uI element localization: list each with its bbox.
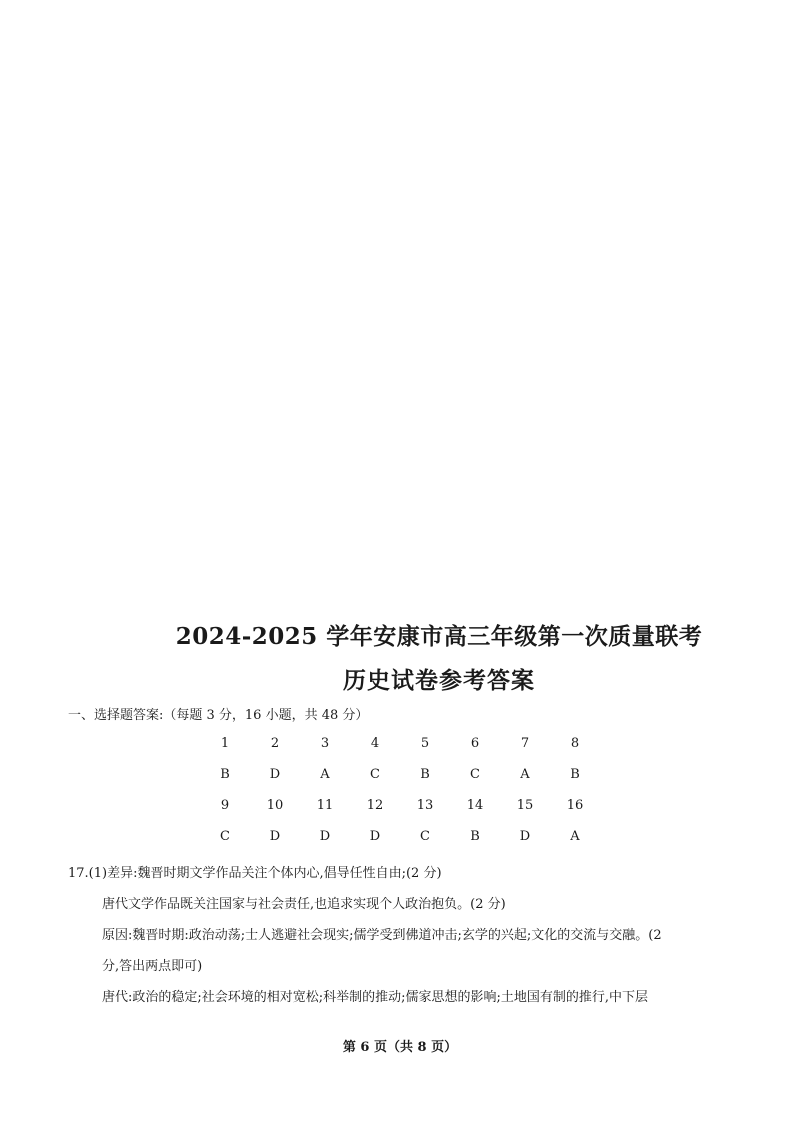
question-number: 4 <box>370 736 380 751</box>
question-number: 16 <box>566 798 584 813</box>
answer-letter: D <box>269 767 281 782</box>
answer-letter: A <box>520 767 530 782</box>
answer-letter: D <box>369 829 381 844</box>
answer-letter: C <box>420 829 430 844</box>
question-number: 5 <box>420 736 430 751</box>
answer-letter: B <box>220 767 230 782</box>
question-number: 7 <box>520 736 530 751</box>
question-number: 14 <box>466 798 484 813</box>
question-number: 12 <box>366 798 384 813</box>
question-number: 1 <box>220 736 230 751</box>
section-heading-multiple-choice: 一、选择题答案:（每题 3 分，16 小题，共 48 分） <box>68 708 369 723</box>
question-number: 3 <box>320 736 330 751</box>
answer-letter: C <box>470 767 480 782</box>
answer-letter: B <box>420 767 430 782</box>
question-number: 15 <box>516 798 534 813</box>
answer-letter: B <box>570 767 580 782</box>
question-number: 6 <box>470 736 480 751</box>
question-number: 11 <box>316 798 334 813</box>
answer-letter: D <box>519 829 531 844</box>
answer-line: 17.(1)差异:魏晋时期文学作品关注个体内心,倡导任性自由;(2 分) <box>68 866 442 881</box>
question-number: 13 <box>416 798 434 813</box>
answer-line: 分,答出两点即可) <box>102 959 203 974</box>
document-subtitle: 历史试卷参考答案 <box>343 667 535 694</box>
question-number: 9 <box>220 798 230 813</box>
answer-letter: A <box>570 829 580 844</box>
question-number: 8 <box>570 736 580 751</box>
document-title: 2024-2025 学年安康市高三年级第一次质量联考 <box>175 623 703 650</box>
question-number: 2 <box>270 736 280 751</box>
answer-line: 原因:魏晋时期:政治动荡;士人逃避社会现实;儒学受到佛道冲击;玄学的兴起;文化的交流与交融。(2 <box>102 928 662 943</box>
answer-letter: D <box>269 829 281 844</box>
answer-letter: C <box>220 829 230 844</box>
question-number: 10 <box>266 798 284 813</box>
answer-line: 唐代文学作品既关注国家与社会责任,也追求实现个人政治抱负。(2 分) <box>102 897 506 912</box>
answer-letter: B <box>470 829 480 844</box>
answer-line: 唐代:政治的稳定;社会环境的相对宽松;科举制的推动;儒家思想的影响;土地国有制的推行,中下层 <box>102 990 649 1005</box>
question-17-answer <box>68 858 740 1013</box>
answer-letter: C <box>370 767 380 782</box>
answer-grid <box>200 735 600 859</box>
answer-letter: A <box>320 767 330 782</box>
answer-letter: D <box>319 829 331 844</box>
page-number-footer: 第 6 页（共 8 页） <box>342 1040 458 1055</box>
